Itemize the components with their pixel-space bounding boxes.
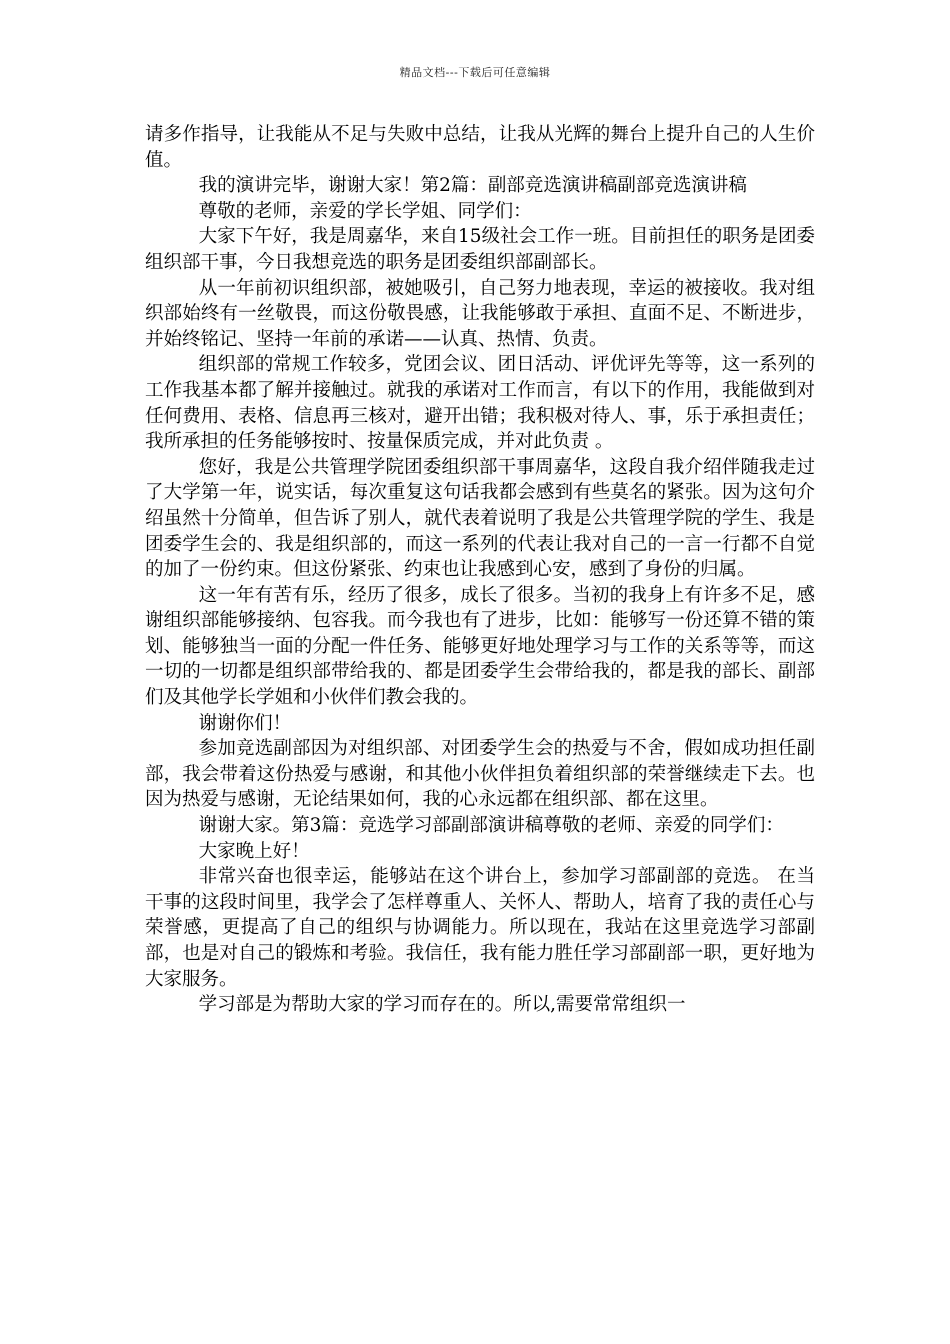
- page-header: 精品文档---下载后可任意编辑: [399, 66, 551, 79]
- paragraph-10: 参加竞选副部因为对组织部、对团委学生会的热爱与不舍，假如成功担任副部，我会带着这份热爱与感谢，和其他小伙伴担负着组织部的荣誉继续走下去。也因为热爱与感谢，无论结果如何，我的心永远都在组织部、都在这里。: [145, 738, 815, 811]
- paragraph-4: 大家下午好，我是周嘉华，来自15级社会工作一班。目前担任的职务是团委组织部干事，今日我想竞选的职务是团委组织部副部长。: [145, 226, 815, 273]
- paragraph-7: 您好，我是公共管理学院团委组织部干事周嘉华，这段自我介绍伴随我走过了大学第一年，说实话，每次重复这句话我都会感到有些莫名的紧张。因为这句介绍虽然十分简单，但告诉了别人，就代表着说明了我是公共管理学院的学生、我是团委学生会的、我是组织部的，而这一系列的代表让我对自己的一言一行都不自觉的加了一份约束。但这份紧张、约束也让我感到心安，感到了身份的归属。: [145, 456, 815, 581]
- paragraph-13: 非常兴奋也很幸运，能够站在这个讲台上，参加学习部副部的竞选。 在当干事的这段时间里，我学会了怎样尊重人、关怀人、帮助人，培育了我的责任心与荣誉感，更提高了自己的组织与协调能力。所以现在，我站在这里竞选学习部副部，也是对自己的锻炼和考验。我信任，我有能力胜任学习部副部一职，更好地为大家服务。: [145, 866, 815, 990]
- paragraph-8: 这一年有苦有乐，经历了很多，成长了很多。当初的我身上有许多不足，感谢组织部能够接纳、包容我。而今我也有了进步，比如：能够写一份还算不错的策划、能够独当一面的分配一件任务、能够更好地处理学习与工作的关系等等，而这一切的一切都是组织部带给我的、都是团委学生会带给我的，都是我的部长、副部们及其他学长学姐和小伙伴们教会我的。: [145, 584, 815, 709]
- paragraph-9: 谢谢你们！: [198, 712, 292, 734]
- paragraph-12: 大家晚上好！: [198, 840, 310, 862]
- paragraph-2: 我的演讲完毕，谢谢大家！第2篇：副部竞选演讲稿副部竞选演讲稿: [198, 175, 747, 197]
- paragraph-11: 谢谢大家。第3篇：竞选学习部副部演讲稿尊敬的老师、亲爱的同学们：: [198, 815, 784, 837]
- paragraph-3: 尊敬的老师，亲爱的学长学姐、同学们：: [198, 200, 532, 222]
- paragraph-1: 请多作指导，让我能从不足与失败中总结，让我从光辉的舞台上提升自己的人生价值。: [145, 124, 815, 171]
- paragraph-14: 学习部是为帮助大家的学习而存在的。所以,需要常常组织一: [198, 994, 686, 1016]
- document-body: [145, 122, 815, 1018]
- paragraph-6: 组织部的常规工作较多，党团会议、团日活动、评优评先等等，这一系列的工作我基本都了解并接触过。就我的承诺对工作而言，有以下的作用，我能做到对任何费用、表格、信息再三核对，避开出错；我积极对待人、事，乐于承担责任；我所承担的任务能够按时、按量保质完成，并对此负责 。: [145, 354, 815, 453]
- paragraph-5: 从一年前初识组织部，被她吸引，自己努力地表现，幸运的被接收。我对组织部始终有一丝敬畏，而这份敬畏感，让我能够敢于承担、直面不足、不断进步，并始终铭记、坚持一年前的承诺——认真、热情、负责。: [145, 277, 815, 350]
